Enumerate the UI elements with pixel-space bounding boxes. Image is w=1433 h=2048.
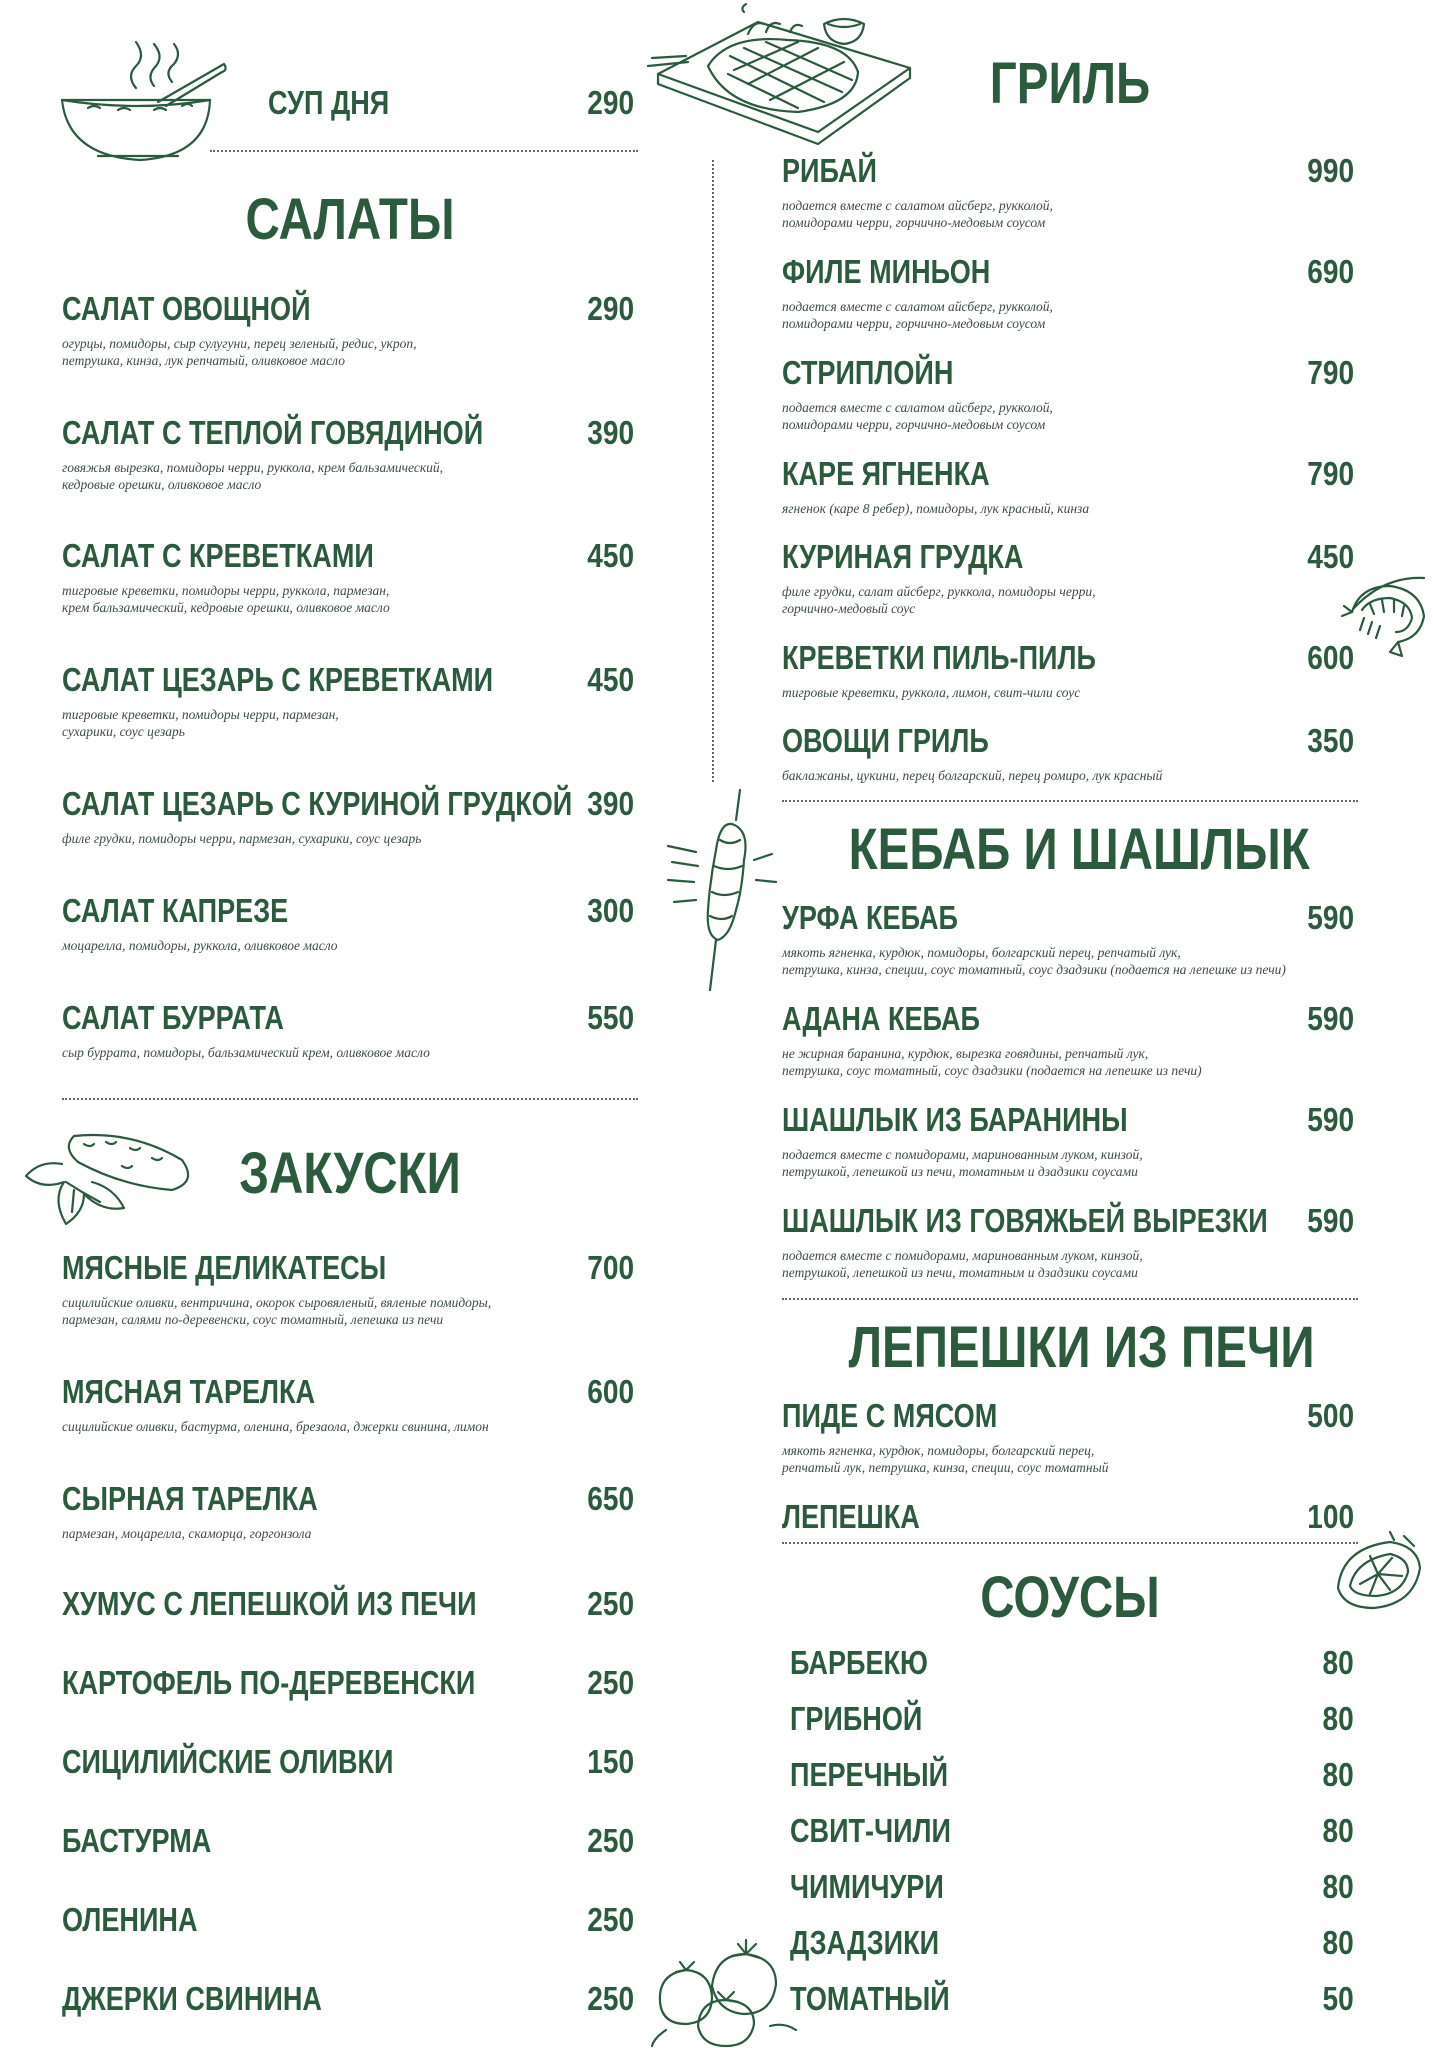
item-price: 80 xyxy=(1322,1756,1354,1793)
item-price: 790 xyxy=(1307,354,1354,391)
item-price: 80 xyxy=(1322,1868,1354,1905)
item-description: не жирная баранина, курдюк, вырезка говядины, репчатый лук, петрушка, соус томатный, соус дзадзики (подается на лепешке из печи) xyxy=(782,1046,1202,1078)
item-price: 550 xyxy=(587,999,634,1036)
item-price: 290 xyxy=(587,290,634,327)
item-name: ГРИБНОЙ xyxy=(790,1700,923,1737)
item-price: 250 xyxy=(587,1664,634,1701)
cucumber-icon xyxy=(22,1120,198,1232)
divider xyxy=(62,1098,638,1100)
item-description: говяжья вырезка, помидоры черри, руккола, крем бальзамический, кедровые орешки, оливковое масло xyxy=(62,460,444,492)
item-price: 600 xyxy=(1307,639,1354,676)
item-description: баклажаны, цукини, перец болгарский, перец ромиро, лук красный xyxy=(782,768,1163,783)
item-description: огурцы, помидоры, сыр сулугуни, перец зеленый, редис, укроп, петрушка, кинза, лук репчатый, оливковое масло xyxy=(62,336,417,368)
divider xyxy=(210,150,638,152)
divider xyxy=(782,1542,1358,1544)
item-description: подается вместе с салатом айсберг, рукколой, помидорами черри, горчично-медовым соусом xyxy=(782,198,1053,230)
item-name: МЯСНЫЕ ДЕЛИКАТЕСЫ xyxy=(62,1249,387,1286)
item-description: сицилийские оливки, вентричина, окорок сыровяленый, вяленые помидоры, пармезан, салями по-деревенски, соус томатный, лепешка из печи xyxy=(62,1295,492,1327)
item-name: БАСТУРМА xyxy=(62,1822,212,1859)
item-name: СИЦИЛИЙСКИЕ ОЛИВКИ xyxy=(62,1743,394,1780)
tomatoes-icon xyxy=(650,1930,800,2048)
item-price: 450 xyxy=(587,537,634,574)
item-price: 250 xyxy=(587,1585,634,1622)
item-name: ТОМАТНЫЙ xyxy=(790,1980,950,2017)
steak-board-icon xyxy=(648,4,918,154)
item-description: сицилийские оливки, бастурма, оленина, брезаола, джерки свинина, лимон xyxy=(62,1419,489,1434)
item-description: тигровые креветки, помидоры черри, руккола, пармезан, крем бальзамический, кедровые орешки, оливковое масло xyxy=(62,583,390,615)
item-name: ДЗАДЗИКИ xyxy=(790,1924,940,1961)
item-name: КАРТОФЕЛЬ ПО-ДЕРЕВЕНСКИ xyxy=(62,1664,476,1701)
item-price: 250 xyxy=(587,1822,634,1859)
item-name: ДЖЕРКИ СВИНИНА xyxy=(62,1980,322,2017)
item-name: СТРИПЛОЙН xyxy=(782,354,954,391)
item-name: АДАНА КЕБАБ xyxy=(782,1000,980,1037)
item-name: ОЛЕНИНА xyxy=(62,1901,198,1938)
item-name: САЛАТ КАПРЕЗЕ xyxy=(62,892,289,929)
item-description: мякоть ягненка, курдюк, помидоры, болгарский перец, репчатый лук, петрушка, кинза, специи, соус томатный, соус дзадзики (подается на лепешке из печи) xyxy=(782,945,1286,977)
divider xyxy=(782,1298,1358,1300)
item-description: мякоть ягненка, курдюк, помидоры, болгарский перец, репчатый лук, петрушка, кинза, специи, соус томатный xyxy=(782,1443,1109,1475)
item-price: 250 xyxy=(587,1901,634,1938)
item-price: 690 xyxy=(1307,253,1354,290)
item-name: САЛАТ ЦЕЗАРЬ С КРЕВЕТКАМИ xyxy=(62,661,494,698)
kebab-skewer-icon xyxy=(666,790,778,1000)
item-name: САЛАТ С ТЕПЛОЙ ГОВЯДИНОЙ xyxy=(62,414,484,451)
section-title-grill: ГРИЛЬ xyxy=(989,51,1151,116)
item-price: 150 xyxy=(587,1743,634,1780)
item-description: пармезан, моцарелла, скаморца, горгонзола xyxy=(62,1526,312,1541)
item-name: СЫРНАЯ ТАРЕЛКА xyxy=(62,1480,318,1517)
item-price: 450 xyxy=(1307,538,1354,575)
item-price: 590 xyxy=(1307,1202,1354,1239)
item-price: 100 xyxy=(1307,1498,1354,1535)
item-name: БАРБЕКЮ xyxy=(790,1644,928,1681)
item-price: 500 xyxy=(1307,1397,1354,1434)
item-price: 80 xyxy=(1322,1700,1354,1737)
item-price: 250 xyxy=(587,1980,634,2017)
item-name: МЯСНАЯ ТАРЕЛКА xyxy=(62,1373,316,1410)
item-description: подается вместе с помидорами, маринованным луком, кинзой, петрушкой, лепешкой из печи, томатным и дзадзики соусами xyxy=(782,1248,1143,1280)
item-name: СУП ДНЯ xyxy=(268,84,390,121)
item-description: филе грудки, помидоры черри, пармезан, сухарики, соус цезарь xyxy=(62,831,422,846)
item-price: 450 xyxy=(587,661,634,698)
item-name: СВИТ-ЧИЛИ xyxy=(790,1812,951,1849)
item-price: 350 xyxy=(1307,722,1354,759)
item-name: САЛАТ ОВОЩНОЙ xyxy=(62,290,311,327)
item-name: ШАШЛЫК ИЗ ГОВЯЖЬЕЙ ВЫРЕЗКИ xyxy=(782,1202,1268,1239)
item-price: 300 xyxy=(587,892,634,929)
item-price: 590 xyxy=(1307,1000,1354,1037)
item-name: УРФА КЕБАБ xyxy=(782,899,958,936)
section-title-snacks: ЗАКУСКИ xyxy=(239,1141,461,1206)
item-price: 650 xyxy=(587,1480,634,1517)
item-name: ЧИМИЧУРИ xyxy=(790,1868,944,1905)
divider xyxy=(782,800,1358,802)
section-title-sauces: СОУСЫ xyxy=(980,1565,1160,1630)
column-divider xyxy=(712,160,714,782)
item-name: САЛАТ С КРЕВЕТКАМИ xyxy=(62,537,374,574)
item-name: КРЕВЕТКИ ПИЛЬ-ПИЛЬ xyxy=(782,639,1096,676)
section-title-flatbreads: ЛЕПЕШКИ ИЗ ПЕЧИ xyxy=(848,1315,1315,1380)
item-description: сыр буррата, помидоры, бальзамический крем, оливковое масло xyxy=(62,1045,430,1060)
item-price: 590 xyxy=(1307,1101,1354,1138)
item-name: ШАШЛЫК ИЗ БАРАНИНЫ xyxy=(782,1101,1128,1138)
item-price: 390 xyxy=(587,785,634,822)
soup-bowl-icon xyxy=(58,38,228,168)
item-price: 50 xyxy=(1322,1980,1354,2017)
item-name: САЛАТ БУРРАТА xyxy=(62,999,284,1036)
item-price: 390 xyxy=(587,414,634,451)
item-description: ягненок (каре 8 ребер), помидоры, лук красный, кинза xyxy=(782,501,1090,516)
item-description: филе грудки, салат айсберг, руккола, помидоры черри, горчично-медовый соус xyxy=(782,584,1096,616)
item-name: КУРИНАЯ ГРУДКА xyxy=(782,538,1024,575)
item-description: тигровые креветки, руккола, лимон, свит-чили соус xyxy=(782,685,1081,700)
item-price: 700 xyxy=(587,1249,634,1286)
item-description: тигровые креветки, помидоры черри, пармезан, сухарики, соус цезарь xyxy=(62,707,339,739)
section-title-kebab: КЕБАБ И ШАШЛЫК xyxy=(848,817,1310,882)
item-price: 290 xyxy=(587,84,634,121)
section-title-salads: САЛАТЫ xyxy=(245,187,455,252)
item-name: РИБАЙ xyxy=(782,152,877,189)
item-name: КАРЕ ЯГНЕНКА xyxy=(782,455,990,492)
item-description: подается вместе с салатом айсберг, рукколой, помидорами черри, горчично-медовым соусом xyxy=(782,299,1053,331)
item-name: САЛАТ ЦЕЗАРЬ С КУРИНОЙ ГРУДКОЙ xyxy=(62,785,573,822)
item-price: 600 xyxy=(587,1373,634,1410)
item-description: моцарелла, помидоры, руккола, оливковое масло xyxy=(62,938,338,953)
item-name: ОВОЩИ ГРИЛЬ xyxy=(782,722,989,759)
item-price: 990 xyxy=(1307,152,1354,189)
item-price: 80 xyxy=(1322,1812,1354,1849)
item-description: подается вместе с салатом айсберг, рукколой, помидорами черри, горчично-медовым соусом xyxy=(782,400,1053,432)
item-price: 790 xyxy=(1307,455,1354,492)
item-name: ПИДЕ С МЯСОМ xyxy=(782,1397,998,1434)
item-price: 590 xyxy=(1307,899,1354,936)
item-name: ПЕРЕЧНЫЙ xyxy=(790,1756,949,1793)
item-price: 80 xyxy=(1322,1924,1354,1961)
item-description: подается вместе с помидорами, маринованным луком, кинзой, петрушкой, лепешкой из печи, томатным и дзадзики соусами xyxy=(782,1147,1143,1179)
item-name: ФИЛЕ МИНЬОН xyxy=(782,253,991,290)
item-price: 80 xyxy=(1322,1644,1354,1681)
item-name: ЛЕПЕШКА xyxy=(782,1498,920,1535)
item-name: ХУМУС С ЛЕПЕШКОЙ ИЗ ПЕЧИ xyxy=(62,1585,477,1622)
